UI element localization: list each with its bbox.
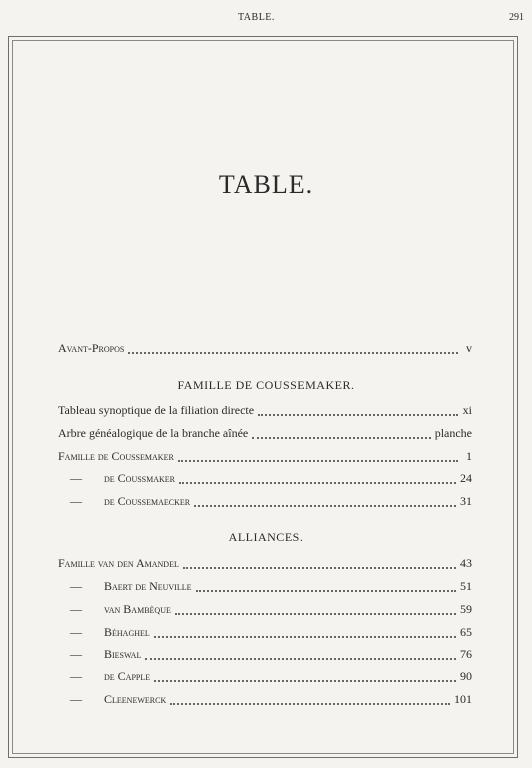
dot-leader — [179, 474, 456, 484]
toc-entry-label: de Coussmaker — [104, 471, 176, 485]
toc-entry — [70, 471, 472, 487]
dot-leader — [196, 582, 456, 592]
toc-entry — [70, 602, 472, 618]
section-heading-famille: FAMILLE DE COUSSEMAKER. — [177, 378, 355, 392]
ditto-dash: — — [70, 669, 82, 683]
dot-leader — [183, 559, 456, 569]
dot-leader — [258, 406, 458, 416]
toc-entry-page: 76 — [460, 647, 472, 661]
toc-entry — [70, 669, 472, 685]
toc-entry — [58, 556, 472, 572]
toc-entry — [70, 494, 472, 510]
ditto-dash: — — [70, 579, 82, 593]
dot-leader — [170, 695, 450, 705]
ditto-dash: — — [70, 625, 82, 639]
toc-entry-label: Tableau synoptique de la filiation directe — [58, 403, 255, 417]
dot-leader — [145, 650, 456, 660]
toc-entry-label: Bieswal — [104, 647, 142, 661]
running-title: TABLE. — [238, 12, 275, 23]
toc-entry-page: planche — [434, 426, 472, 440]
toc-entry — [70, 625, 472, 641]
dot-leader — [175, 605, 456, 615]
dot-leader — [154, 628, 456, 638]
toc-entry — [58, 426, 472, 442]
page-title: TABLE. — [218, 170, 314, 199]
toc-entry — [58, 449, 472, 465]
ditto-dash: — — [70, 647, 82, 661]
ditto-dash: — — [70, 602, 82, 616]
page-number: 291 — [509, 12, 524, 23]
toc-entry-label: Famille van den Amandel — [58, 556, 179, 570]
toc-entry-page: 59 — [460, 602, 472, 616]
ditto-dash: — — [70, 494, 82, 508]
dot-leader — [128, 344, 458, 354]
toc-entry-page: v — [466, 341, 472, 355]
toc-entry-label: de Capple — [104, 669, 151, 683]
toc-entry-page: 43 — [460, 556, 472, 570]
toc-entry-page: 31 — [460, 494, 472, 508]
toc-entry-page: 90 — [460, 669, 472, 683]
section-heading-alliances: ALLIANCES. — [228, 530, 304, 544]
toc-entry-avant-propos — [58, 341, 472, 357]
toc-entry — [70, 647, 472, 663]
toc-entry-page: 51 — [460, 579, 472, 593]
dot-leader — [194, 497, 456, 507]
toc-entry-label: van Bambèque — [104, 602, 171, 616]
toc-entry-page: 24 — [460, 471, 472, 485]
toc-entry — [70, 692, 472, 708]
toc-entry-label: de Coussemaecker — [104, 494, 191, 508]
ditto-dash: — — [70, 692, 82, 706]
ditto-dash: — — [70, 471, 82, 485]
toc-entry-page: 65 — [460, 625, 472, 639]
toc-entry-label: Béhaghel — [104, 625, 150, 639]
running-header — [0, 10, 532, 28]
toc-entry-label: Cleenewerck — [104, 692, 167, 706]
dot-leader — [178, 452, 458, 462]
toc-entry-page: 1 — [466, 449, 472, 463]
dot-leader — [154, 672, 456, 682]
toc-entry — [58, 403, 472, 419]
toc-entry — [70, 579, 472, 595]
dot-leader — [252, 429, 430, 439]
toc-entry-label: Famille de Coussemaker — [58, 449, 174, 463]
toc-entry-page: xi — [462, 403, 472, 417]
toc-entry-label: Avant-Propos — [58, 341, 125, 355]
toc-entry-label: Arbre généalogique de la branche aînée — [58, 426, 249, 440]
toc-entry-page: 101 — [454, 692, 472, 706]
toc-entry-label: Baert de Neuville — [104, 579, 192, 593]
